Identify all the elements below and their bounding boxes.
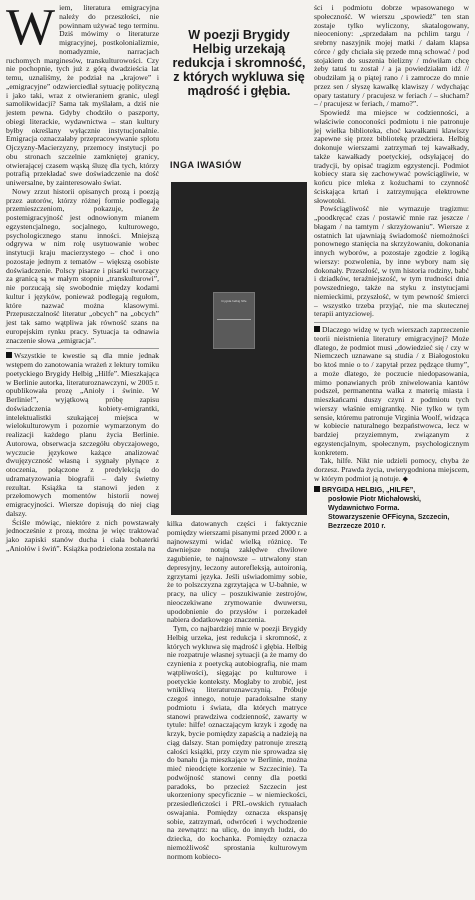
drop-cap: W [6,0,56,56]
paragraph-text: Dlaczego widzę w tych wierszach zaprzeczenie teorii nieistnienia literatury emigracyjnej? Może dlatego, że podmiot musi „dowiedzieć się / czy w Niemczech uznawane są studia / z Białogostoku bo ktoś mnie o to / zapytał przez pędzące tłumy”, a może dlatego, że poczucie niedopasowania, mimo ponawianych prób zniwelowania kantów podszeł, permanentna walka z materią miasta i mieszkańcami duszy czyni z podmiotu tych wierszy właśnie emigrantkę. Nie tylko w tym sensie, któremu patronuje Virginia Woolf, widząca w kobiecie naturalnego bezpaństwowca, lecz w bardziej przyziemnym, związanym z egzystencjalnym, społecznym, psychologicznym konkretem. [314,325,469,457]
paragraph: iem, literatura emigracyjna należy do przeszłości, nie powinnam używać tego terminu. Dziś mówimy o literaturze migracyjnej, postkolonializmie, nomadyzmie, narracjach ruchomych marginesów, transkulturowości. Czy nie pochopnie, tych już z górą dwadzieścia lat temu, uznaliśmy, że podział na „krajowe” i „emigracyjne” odzwierciedlał sytuację polityczną i jako taki, wraz z otwieraniem granic, ulegl samolikwidacji? Sama tak myślałam, a dziś nie jestem pewna. Gdyby chodziło o paszporty, obiegi literackie, wydawnictwa – stan kultury byłby określany wyłącznie instytucjonalnie. Emigracja oznaczałaby przepracowywanie splotu Ojczyzny-Macierzyzny, przemocy instytucji po obu stronach szczelnie zamkniętej granicy, otwierającej czasem wąską śluzę dla tych, którzy potrafią przekładać swe doświadczenie na dość uniwersalne, by zainteresowało świat. [6,3,159,187]
article-column-middle [167,520,307,861]
paragraph: Ściśle mówiąc, niektóre z nich powstawały jednocześnie z prozą, można je więc traktować jako zapiski stanów ducha i ciała bohaterki „Aniołów i świń”. Książka podzielona została na [6,517,159,553]
paragraph: Powściągliwość nie wymazuje tragizmu: „poodkręcać czas / postawić mnie raz jeszcze / błagam / na tamtym / skrzyżowaniu”. Wiersze z ostatnich lat ujawniają świadomość niemożności ponownego stanięcia na skrzyżowaniu, dokonania innych wyborów, a pozostaje zgodzie z logiką wierszy: pozwolenia, by inne wybory nam się dokonały. Przeszłość, w tym historia rodziny, babć i dziadków, teraźniejszość, w tym trudności dnia powszedniego, także na styku z instytucjami niemieckimi, przyszłość, w tym pewność śmierci – wszystko trzeba przyjąć, nie ma skutecznej terapii antyzciowej. [314,204,469,319]
book-info [314,486,469,531]
author-byline: INGA IWASIÓW [170,160,242,170]
book-info-line [314,486,469,495]
headline-box [170,20,308,98]
book-info-title: BRYGIDA HELBIG, „HILFE”, [322,486,416,494]
info-square-icon [314,486,320,492]
book-cover-title: brygida helbig hilfe [221,299,247,303]
book-cover [213,292,255,349]
paragraph-text: Tak, hilfe. Nikt nie udzieli pomocy, chyba że dorzesz. Prawda życia, uwierygodniona miejscem, w którym podmiot ją notuje. [314,456,469,483]
section-divider [314,322,469,323]
end-mark-icon: ◆ [402,474,408,483]
paragraph: kilka datowanych części i faktycznie pomiędzy wierszami pisanymi przed 2000 r. a najnowszymi widać wielką różnicę. Te dawniejsze notują zakłędwe chwilowe zagubienie, te najnowsze – utrwalony stan depresyjny, leczony autorefleksją, autoironią, zgrzytami języka. Jeśli uświadomimy sobie, że to polszczyzna zgrzytająca w U-bahnie, w pracy, na ulicy – poszukiwanie zestrojów, nieoczekiwane zrymowanie dwuwersu, upodobnienie do przysłów i porzekadeł nabiera dodatkowego znaczenia. [167,519,307,625]
paragraph [314,326,469,457]
article-column-right [314,4,469,531]
paragraph: ści i podmiotu dobrze wpasowanego w społeczność. W wierszu „spowiedź” ten stan zostaje tylko wyliczony, skatalogowany, nieoceniony: „sprzedałam na pchlim targu / srebrny naszyjnik mojej matki / dałam klapsa córce / gdy chciała się przede mną schować / pod stojakiem do suszenia bielizny / mówiłam chcę żeby tatuś tu został / a ja powiedziałam idź // obudziłam ją o piątej rano / i zamrocze do mnie przez sen / słyszę kawałkę klawiszy / wdychając opary tastatury / pracujesz w feriach / – słucham? – / pracujesz w feriach, / mamo?”. [314,3,469,109]
book-photo [171,182,307,515]
book-info-line: posłowie Piotr Michałowski, [328,495,421,503]
article-column-left [6,0,159,554]
paragraph-text: Wszystkie te kwestie są dla mnie jednak wstępem do zanotowania wrażeń z lektury tomiku poetyckiego Brygidy Helbig „Hilfe”. Mieszkająca w Berlinie autorka, literaturoznawczyni, w 2005 r. opublikowała prozę „Anioły i świnie. W Berlinie!”, wyjątkową próbę zapisu doświadczenia kobiety-emigrantki, intelektualistki szukającej miejsca w wielokulturowym i pozornie wymarzonym do realizacji każdego planu życia Berlinie. Autorowa, obserwacja szczegółu obyczajowego, wyczucie językowe każące analizować dwujęzyczność własną i sygnały płynące z otoczenia, połączone z predylekcją do udramatyzowania biografii – dały świetny rezultat. Książka ta stanowi jeden z przełomowych momentów historii nowej emigracyjności. Wiersze dopisują do niej ciąg dalszy. [6,351,159,518]
paragraph: Nowy zrzut historii opisanych prozą i poezją przez autorów, którzy różnej formie podlegają przemieszczeniom, pokazuje, że postemigracyjność jest odnowionym mianem egzystencjalnego, socjalnego, kulturowego, psychologicznego stanu inności. Mniejszą odgrywa w nim rolę usytuowanie wobec instytucji kraju macierzystego – choć i ono pozostaje jednym z tematów – większą osobiste doświadczenie. Polscy pisarze i pisarki tworzący za granicą są w małym stopniu „transkulturowi”, nie porzucają się swobodnie między kodami kultur i języków, ponieważ podlegają regułom, które nazwać można klasowymi. Przepuszczalność literatur „obcych” na „obcych” jest tak samo wątpliwa jak równość szans na europejskim rynku pracy. Sytuacja ta odnawia znaczenie słowa „emigracja”. [6,186,159,345]
section-square-icon [6,352,12,358]
book-cover-rule [217,319,251,320]
paragraph: Spowiedź ma miejsce w codzienności, a właściwie conoconości podmiotu i nie patronuje jej wielka biblioteka, choć kawałkami klawiszy zapewne się przez bibliotekę przedziera. Helbig dokonuje wierszami zatrzymań tej kawałkady, także kawałkady poetyckiej, odsyłającej do tradycji, by opisać tragizm egzystencji. Podmiot kobiecy stara się zachowywać powściągliwie, w końcu pice mleka z kożuchami to czynność ściskająca krtań i zatrzymująca elektrowne słowotoki. [314,108,469,205]
section-square-icon [314,326,320,332]
paragraph [6,352,159,518]
book-info-line: Wydawnictwo Forma. [328,504,400,512]
book-info-line: Bezrzecze 2010 r. [328,522,386,530]
paragraph [314,457,469,483]
paragraph: Tym, co najbardziej mnie w poezji Brygidy Helbig urzeka, jest redukcja i skromność, z których wykluwa się mądrość i głębia. Helbig nie rozpatruje własnej sytuacji (a że mamy do czynienia z poetycką autobiografią, nie mam wątpliwości), sięgając po kulturowe i poetyckie konteksty. Mogłaby to zrobić, jest wnikliwą literaturoznawczynią. Próbuje czegoś innego, notuje paradoksalne stany podmiotu i świata, dla których matryce stanowi prawdziwa codzienność, zawarty w tytule: hilfe! oznaczającym krzyk i zgodę na krzyk, bycie pomiędzy zapaścią a nadzieją na ciąg dalszy. Stan pomiędzy patronuje zresztą całości książki, przy czym nie sprowadza się do banału (ja mieszkające w Berlinie, można mieć nieodcięte korzenie w Szczecinie). Ta podwójność stanowi cenny dla poetki paradoks, bo przecież Szczecin jest ukorzeniony specyficznie – w niemieckości, przesiedleńczości i PRL-owskich rytuałach oswajania. Pomiędzy oznacza ekspansję sobie, zatrzymań, odwróceń i wychodzenie na zewnątrz: na ulicę, do innych ludzi, do dziecka, do kochanka. Pomiędzy oznacza niemożliwość sprostania kulturowym normom kobieco- [167,624,307,861]
page-title: W poezji Brygidy Helbig urzekają redukcja i skromność, z których wykluwa się mądrość i głębia. [172,28,306,98]
section-divider [6,348,159,349]
book-info-line: Stowarzyszenie OFFicyna, Szczecin, [328,513,450,521]
